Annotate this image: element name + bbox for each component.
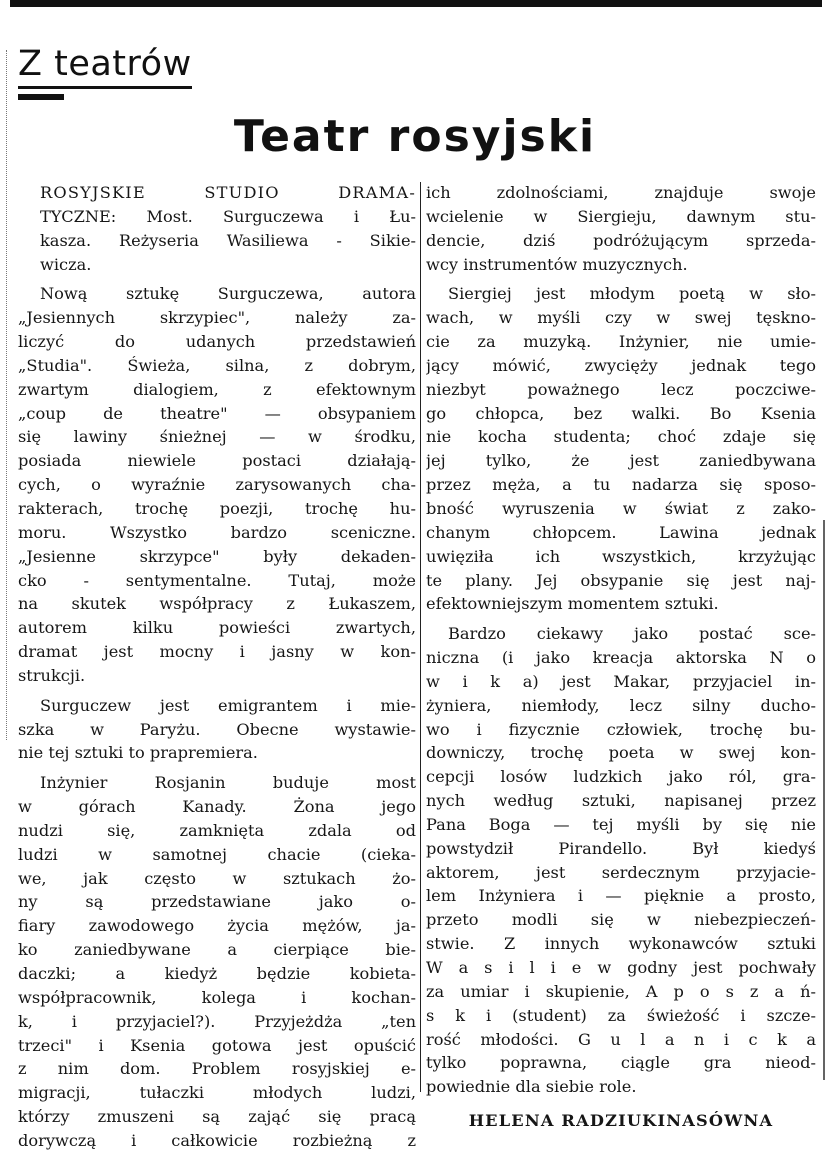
text-line: trzeci" i Ksenia gotowa jest opuścić	[18, 1035, 416, 1055]
article-headline: Teatr rosyjski	[233, 111, 597, 162]
text-line: posiada niewiele postaci działają-	[18, 451, 416, 471]
text-line: strukcji.	[18, 665, 86, 685]
section-heading: Z teatrów	[18, 44, 192, 89]
top-rule	[10, 0, 822, 7]
text-line: powiednie dla siebie role.	[426, 1077, 637, 1097]
text-line: cepcji losów ludzkich jako ról, gra-	[426, 767, 816, 787]
text-line: efektowniejszym momentem sztuki.	[426, 594, 719, 614]
text-line: go chłopca, bez walki. Bo Ksenia	[426, 403, 816, 423]
text-line: nudzi się, zamknięta zdala od	[18, 820, 416, 840]
text-line: w i k a) jest Makar, przyjaciel in-	[426, 671, 816, 691]
text-line: „Jesiennych skrzypiec", należy za-	[18, 308, 416, 328]
text-line: za umiar i skupienie, A p o s z a ń-	[426, 981, 816, 1001]
text-line: cie za muzyką. Inżynier, nie umie-	[426, 332, 816, 352]
text-line: powstydził Pirandello. Był kiedyś	[426, 838, 816, 858]
text-line: „Jesienne skrzypce" były dekaden-	[18, 546, 416, 566]
text-line: dencie, dziś podróżującym sprzeda-	[426, 230, 816, 250]
text-line: cych, o wyraźnie zarysowanych cha-	[18, 475, 416, 495]
text-line: we, jak często w sztukach żo-	[18, 868, 416, 888]
text-line: żyniera, niemłody, lecz silny ducho-	[426, 695, 816, 715]
column-divider	[420, 182, 421, 1092]
text-line: zwartym dialogiem, z efektownym	[18, 379, 416, 399]
text-line: wicza.	[40, 254, 92, 274]
text-line: s k i (student) za świeżość i szcze-	[426, 1005, 816, 1025]
section-heading-dash	[18, 94, 64, 100]
text-line: przeto modli się w niebezpieczeń-	[426, 910, 816, 930]
text-line: migracji, tułaczki młodych ludzi,	[18, 1083, 416, 1103]
text-line: wo i fizycznie człowiek, trochę bu-	[426, 719, 816, 739]
text-line: niczna (i jako kreacja aktorska N o	[426, 648, 816, 668]
text-line: k, i przyjaciel?). Przyjeżdża „ten	[18, 1011, 416, 1031]
text-line: Surguczew jest emigrantem i mie-	[40, 695, 416, 715]
text-line: rakterach, trochę poezji, trochę hu-	[18, 498, 416, 518]
text-line: ROSYJSKIE STUDIO DRAMA-	[40, 183, 416, 202]
text-line: Inżynier Rosjanin buduje most	[40, 773, 416, 793]
text-line: bność wyruszenia w świat z zako-	[426, 498, 816, 518]
text-line: współpracownik, kolega i kochan-	[18, 987, 416, 1007]
text-line: cko - sentymentalne. Tutaj, może	[18, 570, 416, 590]
text-line: ny są przedstawiane jako o-	[18, 892, 416, 912]
text-line: autorem kilku powieści zwartych,	[18, 618, 416, 638]
text-line: downiczy, trochę poeta w swej kon-	[426, 743, 816, 763]
margin-line	[823, 520, 825, 1080]
text-line: Bardzo ciekawy jako postać sce-	[448, 624, 816, 644]
text-line: wcy instrumentów muzycznych.	[426, 254, 688, 274]
text-line: przez męża, a tu nadarza się sposo-	[426, 475, 816, 495]
text-line: Pana Boga — tej myśli by się nie	[426, 814, 816, 834]
text-line: ich zdolnościami, znajduje swoje	[426, 183, 816, 202]
margin-line	[6, 50, 8, 740]
article-column-right	[426, 181, 816, 1133]
text-line: ludzi w samotnej chacie (cieka-	[18, 844, 416, 864]
text-line: chanym chłopcem. Lawina jednak	[426, 522, 816, 542]
text-line: w górach Kanady. Żona jego	[18, 797, 416, 817]
text-line: TYCZNE: Most. Surguczewa i Łu-	[40, 206, 416, 226]
text-line: Siergiej jest młodym poetą w sło-	[448, 284, 816, 304]
text-line: którzy zmuszeni są zająć się pracą	[18, 1107, 416, 1127]
text-line: nie kocha studenta; choć zdaje się	[426, 427, 816, 447]
text-line: kasza. Reżyseria Wasiliewa - Sikie-	[40, 230, 416, 250]
text-line: nie tej sztuki to prapremiera.	[18, 743, 258, 763]
text-line: wcielenie w Siergieju, dawnym stu-	[426, 206, 816, 226]
text-line: tylko poprawna, ciągle gra nieod-	[426, 1053, 816, 1073]
article-column-left	[18, 181, 416, 1153]
text-line: lem Inżyniera i — pięknie a prosto,	[426, 886, 816, 906]
text-line: „coup de theatre" — obsypaniem	[18, 403, 416, 423]
text-line: jej tylko, że jest zaniedbywana	[426, 451, 816, 471]
text-line: nych według sztuki, napisanej przez	[426, 791, 816, 811]
text-line: liczyć do udanych przedstawień	[18, 332, 416, 352]
text-line: daczki; a kiedyż będzie kobieta-	[18, 964, 416, 983]
text-line: „Studia". Świeża, silna, z dobrym,	[18, 355, 416, 375]
author-signature: HELENA RADZIUKINASÓWNA	[468, 1111, 774, 1131]
text-line: aktorem, jest serdecznym przyjacie-	[426, 862, 816, 882]
text-line: dramat jest mocny i jasny w kon-	[18, 642, 416, 662]
text-line: się lawiny śnieżnej — w środku,	[18, 427, 416, 447]
text-line: rość młodości. G u l a n i c k a	[426, 1029, 816, 1049]
text-line: Nową sztukę Surguczewa, autora	[40, 284, 416, 304]
text-line: te plany. Jej obsypanie się jest naj-	[426, 570, 816, 590]
signature-gap	[426, 1099, 816, 1109]
text-line: na skutek współpracy z Łukaszem,	[18, 594, 416, 614]
text-line: uwięziła ich wszystkich, krzyżując	[426, 546, 816, 566]
text-line: szka w Paryżu. Obecne wystawie-	[18, 719, 416, 739]
text-line: W a s i l i e w godny jest pochwały	[426, 958, 816, 977]
text-line: moru. Wszystko bardzo sceniczne.	[18, 522, 416, 542]
text-line: fiary zawodowego życia mężów, ja-	[18, 916, 416, 936]
text-line: ko zaniedbywane a cierpiące bie-	[18, 940, 416, 960]
text-line: jący mówić, zwycięży jednak tego	[426, 355, 816, 375]
text-line: dorywczą i całkowicie rozbieżną z	[18, 1130, 416, 1150]
text-line: stwie. Z innych wykonawców sztuki	[426, 934, 816, 954]
text-line: wach, w myśli czy w swej tęskno-	[426, 308, 816, 328]
text-line: niezbyt poważnego lecz poczciwe-	[426, 379, 816, 399]
text-line: z nim dom. Problem rosyjskiej e-	[18, 1059, 416, 1079]
